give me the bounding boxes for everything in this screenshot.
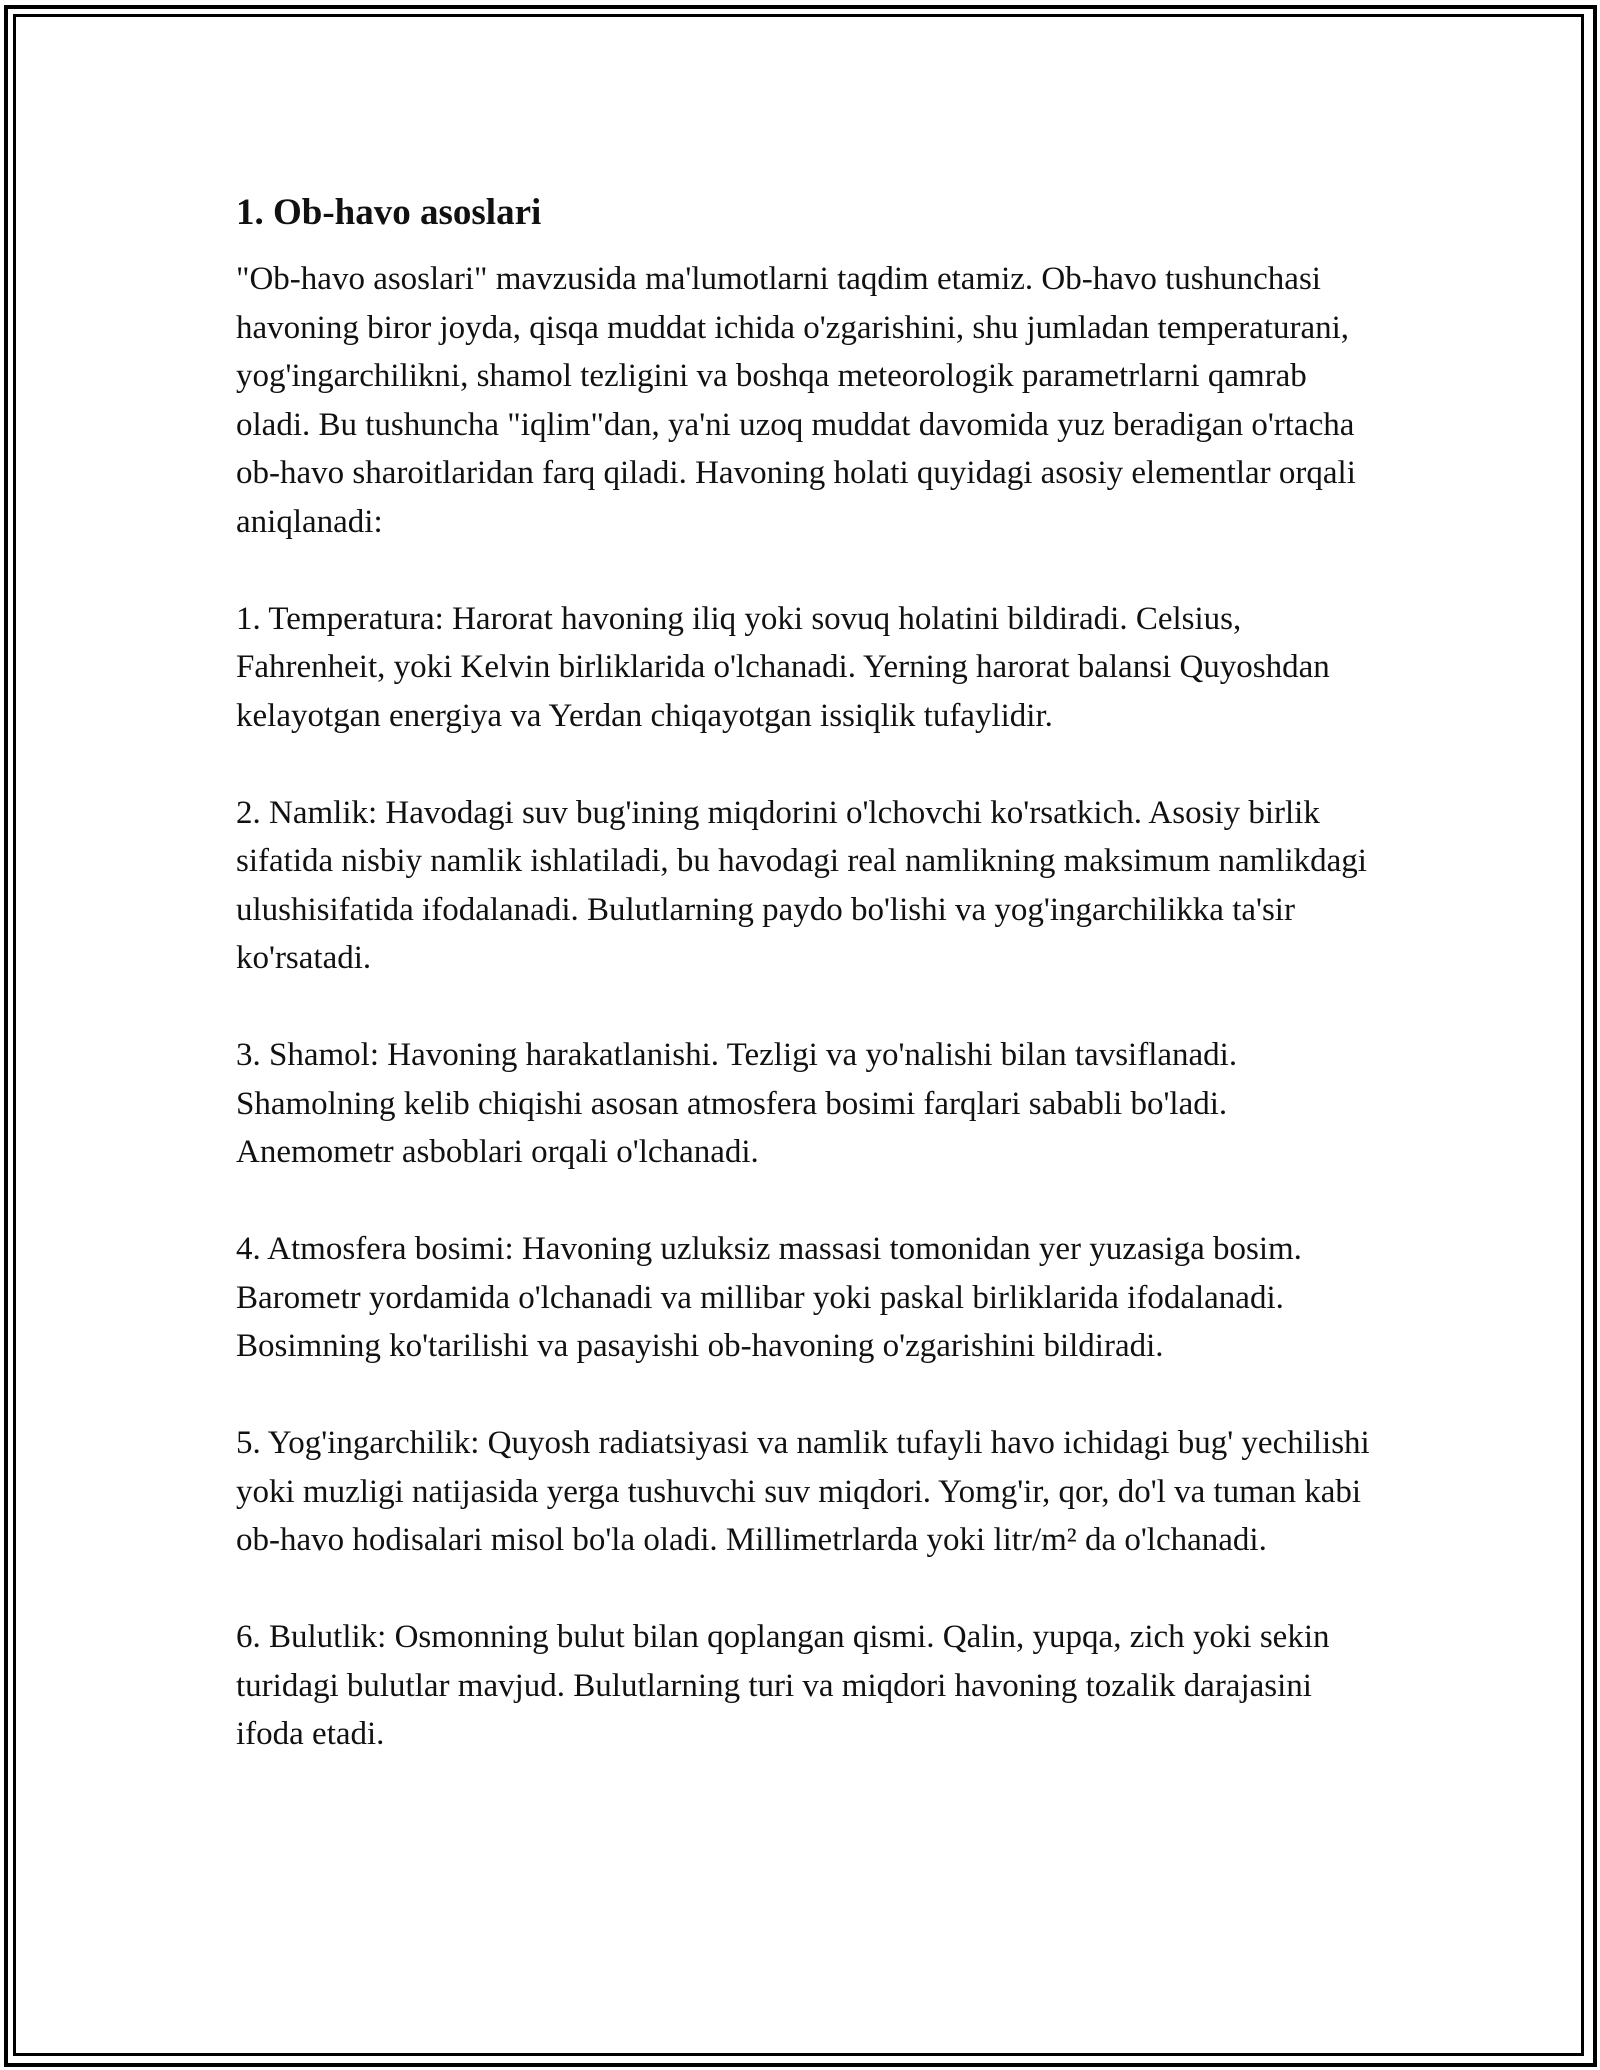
- paragraph-namlik: 2. Namlik: Havodagi suv bug'ining miqdorini o'lchovchi ko'rsatkich. Asosiy birlik sifatida nisbiy namlik ishlatiladi, bu havodagi real namlikning maksimum namlikdagi ulushisifatida ifodalanadi. Bulutlarning paydo bo'lishi va yog'ingarchilikka ta'sir ko'rsatadi.: [236, 794, 1367, 976]
- section-heading: 1. Ob-havo asoslari: [236, 192, 542, 233]
- paragraph-yogingarchilik: 5. Yog'ingarchilik: Quyosh radiatsiyasi va namlik tufayli havo ichidagi bug' yechilishi yoki muzligi natijasida yerga tushuvchi suv miqdori. Yomg'ir, qor, do'l va tuman kabi ob-havo hodisalari misol bo'la oladi. Millimetrlarda yoki litr/m² da o'lchanadi.: [236, 1425, 1370, 1558]
- paragraph-atmosfera-bosimi: 4. Atmosfera bosimi: Havoning uzluksiz massasi tomonidan yer yuzasiga bosim. Barometr yordamida o'lchanadi va millibar yoki paskal birliklarida ifodalanadi. Bosimning ko'tarilishi va pasayishi ob-havoning o'zgarishini bildiradi.: [236, 1231, 1302, 1364]
- paragraph-bulutlik: 6. Bulutlik: Osmonning bulut bilan qoplangan qismi. Qalin, yupqa, zich yoki sekin turidagi bulutlar mavjud. Bulutlarning turi va miqdori havoning tozalik darajasini ifoda etadi.: [236, 1619, 1330, 1752]
- paragraph-shamol: 3. Shamol: Havoning harakatlanishi. Tezligi va yo'nalishi bilan tavsiflanadi. Shamolning kelib chiqishi asosan atmosfera bosimi farqlari sababli bo'ladi. Anemometr asboblari orqali o'lchanadi.: [236, 1037, 1238, 1170]
- paragraph-temperatura: 1. Temperatura: Harorat havoning iliq yoki sovuq holatini bildiradi. Celsius, Fahrenheit, yoki Kelvin birliklarida o'lchanadi. Yerning harorat balansi Quyoshdan kelayotgan energiya va Yerdan chiqayotgan issiqlik tufaylidir.: [236, 600, 1330, 734]
- document-body: [236, 185, 1376, 1807]
- intro-paragraph: "Ob-havo asoslari" mavzusida ma'lumotlarni taqdim etamiz. Ob-havo tushunchasi havoning biror joyda, qisqa muddat ichida o'zgarishini, shu jumladan temperaturani, yog'ingarchilikni, shamol tezligini va boshqa meteorologik parametrlarni qamrab oladi. Bu tushuncha "iqlim"dan, ya'ni uzoq muddat davomida yuz beradigan o'rtacha ob-havo sharoitlaridan farq qiladi. Havoning holati quyidagi asosiy elementlar orqali aniqlanadi:: [236, 261, 1356, 540]
